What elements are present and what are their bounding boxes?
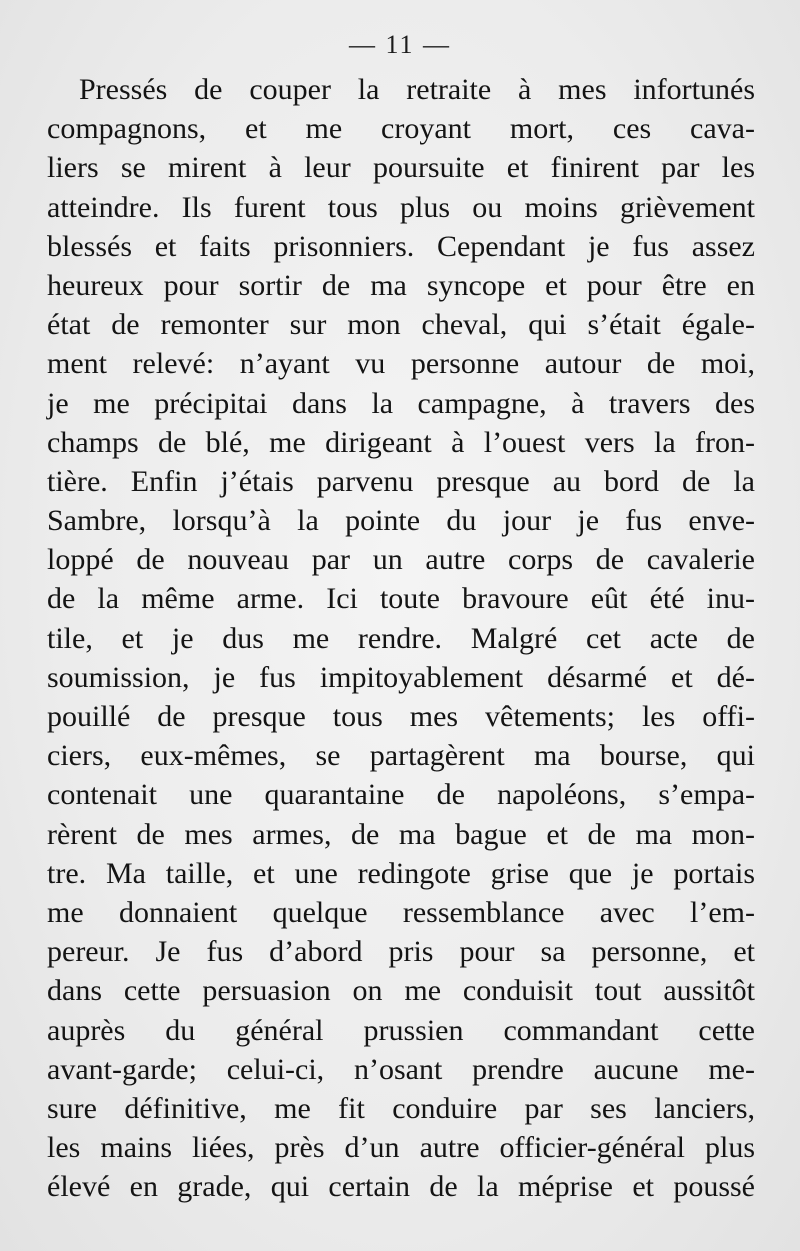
text-line: élevé en grade, qui certain de la méprise et poussé [47,1170,755,1204]
text-line: les mains liées, près d’un autre officier-général plus [47,1131,755,1165]
text-line: atteindre. Ils furent tous plus ou moins grièvement [47,190,755,224]
text-line: champs de blé, me dirigeant à l’ouest vers la fron- [47,425,755,459]
text-line: je me précipitai dans la campagne, à travers des [47,386,755,420]
text-line: contenait une quarantaine de napoléons, s’empa- [47,778,755,812]
text-line: pouillé de presque tous mes vêtements; les offi- [47,700,755,733]
text-line: de la même arme. Ici toute bravoure eût été inu- [47,582,755,616]
text-line: liers se mirent à leur poursuite et finirent par les [47,151,755,185]
text-line: tière. Enfin j’étais parvenu presque au bord de la [47,464,755,498]
text-line: Sambre, lorsqu’à la pointe du jour je fus enve- [47,504,755,538]
text-line: ciers, eux-mêmes, se partagèrent ma bourse, qui [47,739,755,773]
text-line: pereur. Je fus d’abord pris pour sa personne, et [47,935,755,969]
text-line: me donnaient quelque ressemblance avec l’em- [47,895,755,929]
text-line: loppé de nouveau par un autre corps de cavalerie [47,543,755,577]
text-line: sure définitive, me fit conduire par ses lanciers, [47,1091,755,1125]
page-number-header: — 11 — [348,30,452,59]
text-line: heureux pour sortir de ma syncope et pour être en [47,268,755,302]
text-line: blessés et faits prisonniers. Cependant je fus assez [47,229,755,263]
text-line: état de remonter sur mon cheval, qui s’était égale- [47,308,755,342]
text-line: avant-garde; celui-ci, n’osant prendre aucune me- [47,1052,755,1086]
text-line: ment relevé: n’ayant vu personne autour de moi, [47,347,755,381]
text-line: compagnons, et me croyant mort, ces cava- [47,112,755,146]
text-line: Pressés de couper la retraite à mes infortunés [79,73,755,106]
text-line: dans cette persuasion on me conduisit tout aussitôt [47,974,755,1008]
text-line: tre. Ma taille, et une redingote grise que je portais [47,856,755,890]
body-paragraph [47,70,755,1206]
text-line: soumission, je fus impitoyablement désarmé et dé- [47,660,755,694]
text-line: tile, et je dus me rendre. Malgré cet acte de [47,621,755,655]
text-line: auprès du général prussien commandant cette [47,1013,755,1047]
text-line: rèrent de mes armes, de ma bague et de ma mon- [47,817,755,851]
